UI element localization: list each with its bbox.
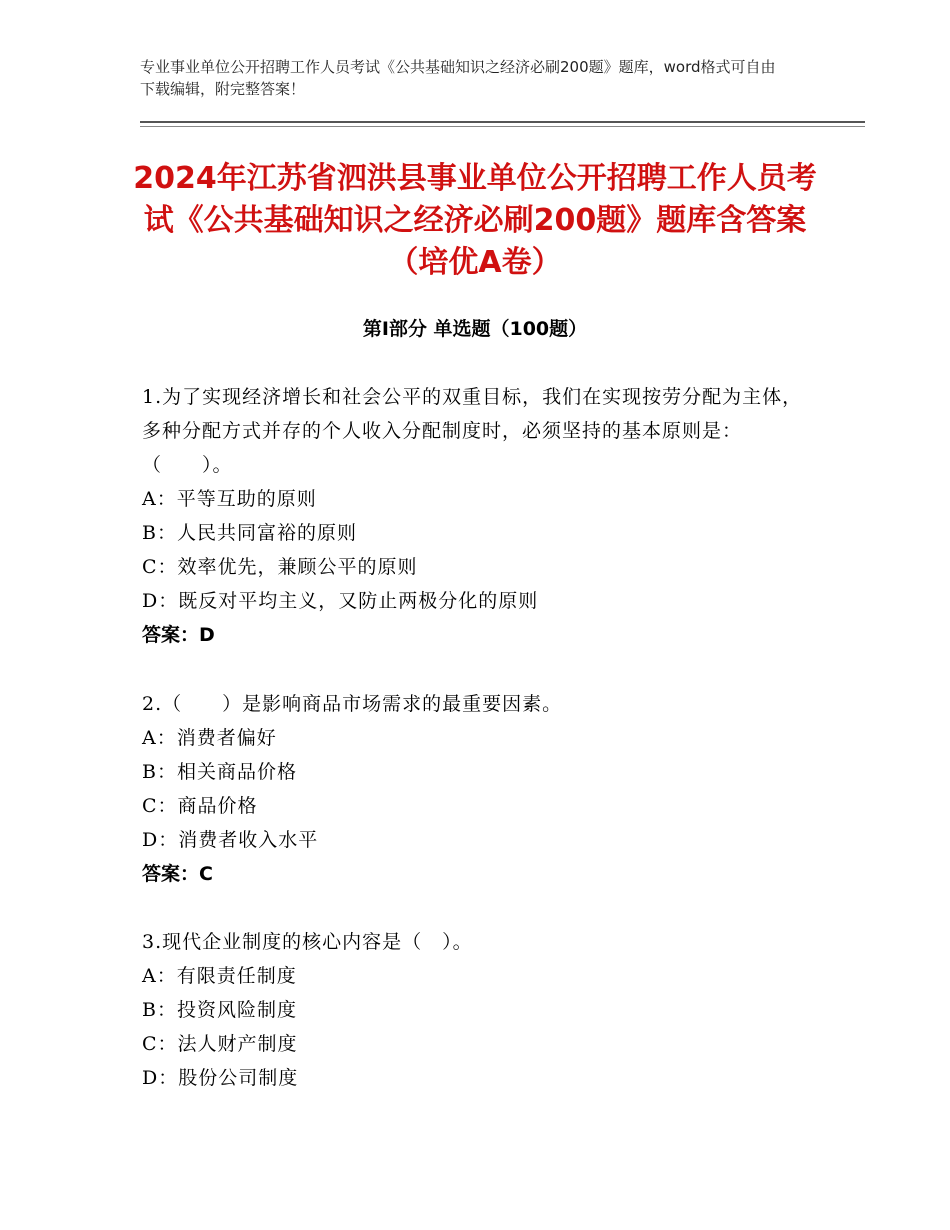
header-note: 专业事业单位公开招聘工作人员考试《公共基础知识之经济必刷200题》题库，word格式可自由下载编辑，附完整答案！: [140, 58, 776, 98]
question-stem: 2.（ ）是影响商品市场需求的最重要因素。: [142, 693, 563, 715]
answer: 答案：D: [142, 624, 215, 646]
option-a: A：消费者偏好: [142, 727, 277, 749]
question-1: [142, 380, 822, 652]
header-divider-thin: [140, 126, 865, 127]
option-c: C：法人财产制度: [142, 1033, 298, 1055]
question-stem: 3.现代企业制度的核心内容是（ ）。: [142, 931, 473, 953]
option-b: B：投资风险制度: [142, 999, 297, 1021]
header-divider-thick: [140, 121, 865, 123]
option-d: D：消费者收入水平: [142, 829, 319, 851]
question-2: [142, 687, 822, 891]
document-title: 2024年江苏省泗洪县事业单位公开招聘工作人员考试《公共基础知识之经济必刷200题》题库含答案（培优A卷）: [133, 161, 817, 280]
option-b: B：人民共同富裕的原则: [142, 522, 357, 544]
question-3: [142, 925, 822, 1095]
option-a: A：平等互助的原则: [142, 488, 317, 510]
question-stem: 1.为了实现经济增长和社会公平的双重目标，我们在实现按劳分配为主体，多种分配方式并存的个人收入分配制度时，必须坚持的基本原则是：（ ）。: [142, 386, 803, 476]
option-d: D：既反对平均主义，又防止两极分化的原则: [142, 590, 539, 612]
option-c: C：效率优先，兼顾公平的原则: [142, 556, 418, 578]
answer: 答案：C: [142, 863, 213, 885]
section-title: 第Ⅰ部分 单选题（100题）: [362, 318, 588, 340]
option-c: C：商品价格: [142, 795, 258, 817]
option-b: B：相关商品价格: [142, 761, 297, 783]
option-d: D：股份公司制度: [142, 1067, 299, 1089]
option-a: A：有限责任制度: [142, 965, 297, 987]
